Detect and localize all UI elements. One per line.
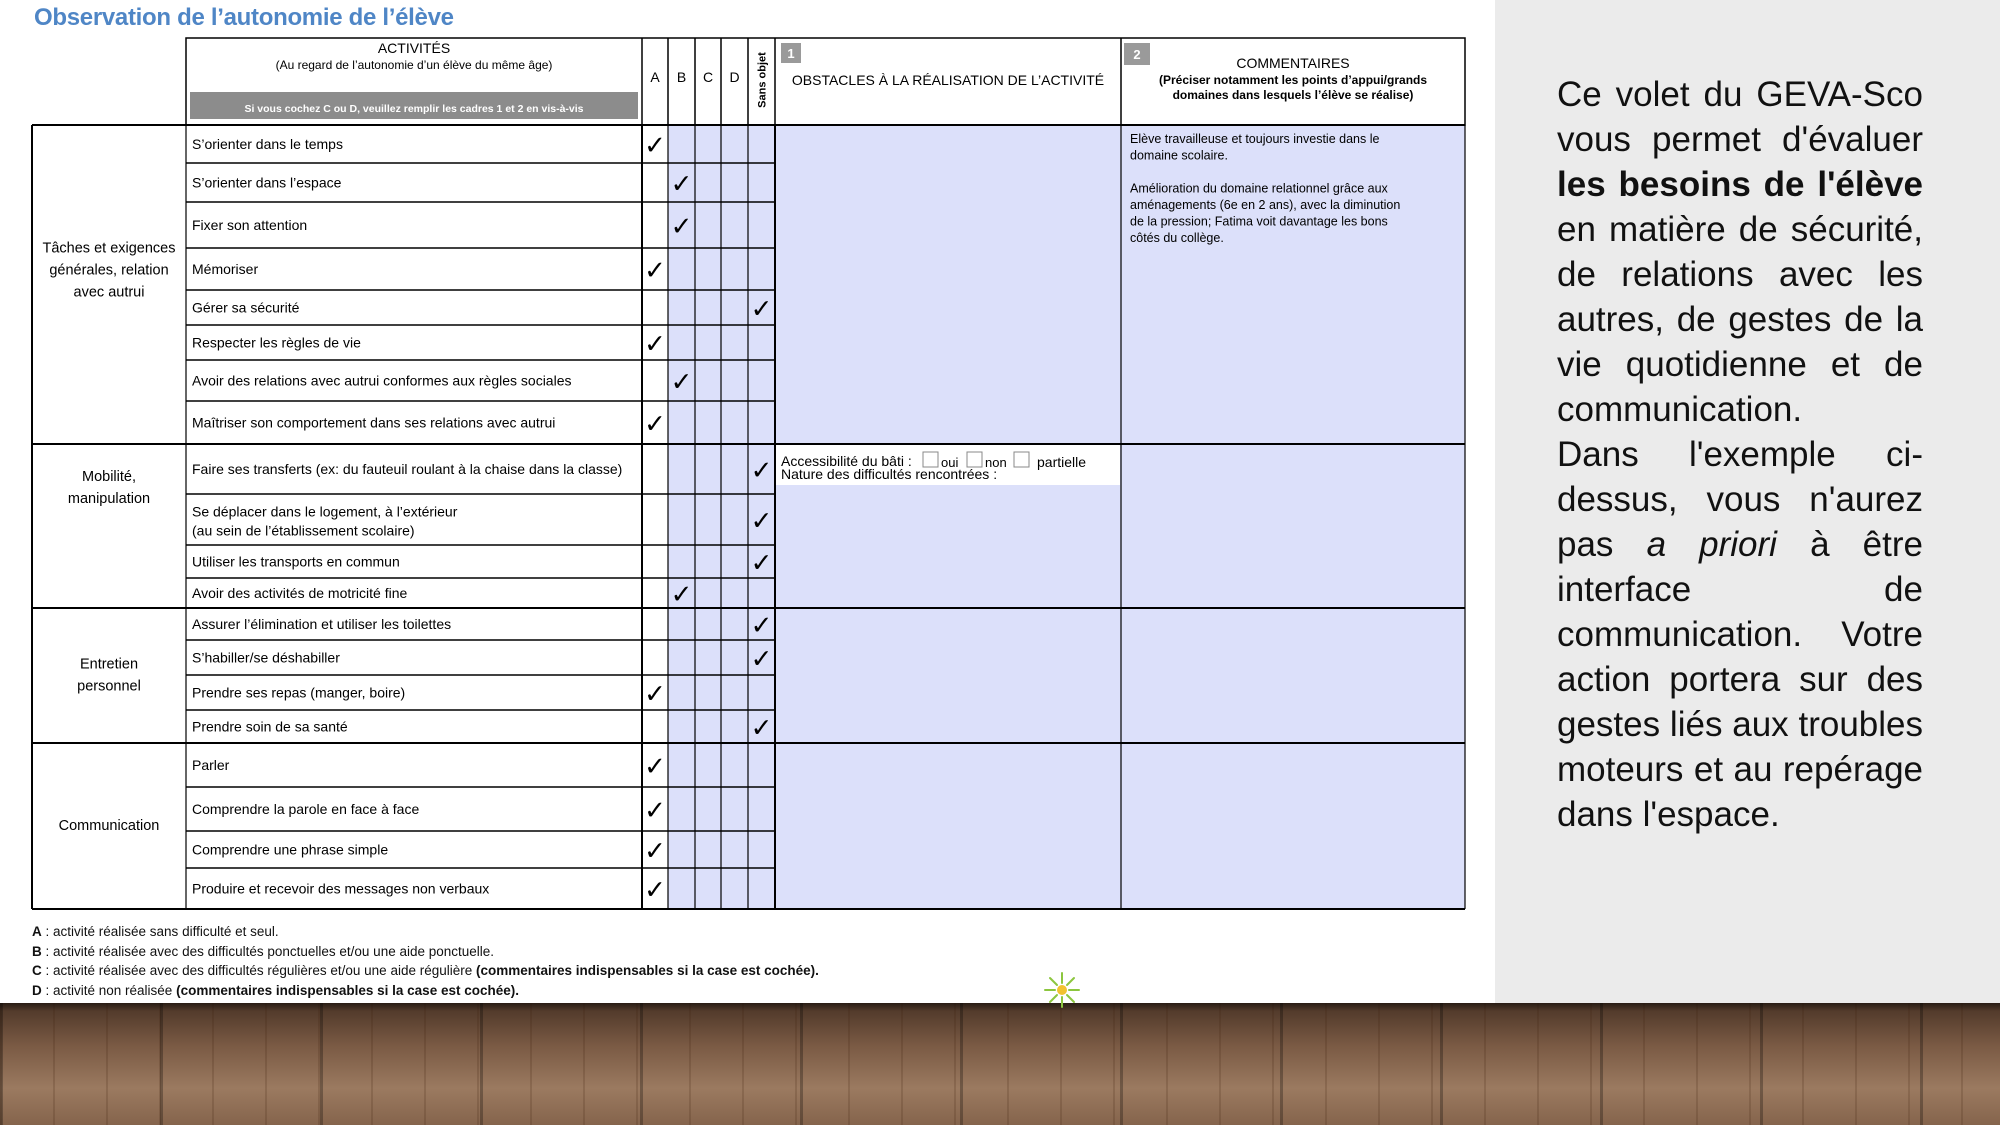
activity-label: Prendre ses repas (manger, boire) xyxy=(192,684,406,701)
legend-key: A xyxy=(32,924,42,939)
legend-row xyxy=(32,981,932,1001)
column-header-sans-objet: Sans objet xyxy=(756,52,769,108)
activity-label: Respecter les règles de vie xyxy=(192,334,361,351)
activity-label: Maîtriser son comportement dans ses relations avec autrui xyxy=(192,414,556,431)
comment-line: aménagements (6e en 2 ans), avec la diminution xyxy=(1130,198,1401,212)
explanation-paragraph-1: Ce volet du GEVA-Sco vous permet d'évaluer les besoins de l'élève en matière de sécurité, de relations avec les autres, de gestes de la vie quotidienne et de communication. xyxy=(1557,75,1923,429)
checkmark-icon: ✓ xyxy=(670,212,693,242)
checkmark-icon: ✓ xyxy=(644,409,666,440)
activity-label: Fixer son attention xyxy=(192,217,308,233)
checkmark-icon: ✓ xyxy=(670,169,693,200)
checkmark-icon: ✓ xyxy=(644,836,666,867)
checkmark-icon: ✓ xyxy=(750,611,773,641)
legend-row xyxy=(32,961,932,981)
oui-checkbox xyxy=(923,452,938,467)
checkmark-icon: ✓ xyxy=(644,256,666,286)
legend-note: (commentaires indispensables si la case est cochée). xyxy=(476,963,819,978)
activities-header: ACTIVITÉS xyxy=(377,40,451,56)
legend-row xyxy=(32,942,932,962)
box2-title: COMMENTAIRES xyxy=(1236,55,1350,71)
checkmark-icon: ✓ xyxy=(750,548,773,579)
activity-label: Prendre soin de sa santé xyxy=(192,718,348,735)
legend-text: : activité réalisée sans difficulté et seul. xyxy=(41,924,279,939)
wooden-floor-background xyxy=(0,1003,2000,1125)
legend xyxy=(32,922,932,1000)
comment-line: Amélioration du domaine relationnel grâce aux xyxy=(1130,181,1388,196)
legend-text: : activité réalisée avec des difficultés régulières et/ou une aide régulière xyxy=(41,963,476,978)
activity-label: Assurer l’élimination et utiliser les toilettes xyxy=(192,616,452,632)
activity-label-2: (au sein de l’établissement scolaire) xyxy=(192,522,415,539)
group-label: Entretien xyxy=(79,656,139,673)
checkmark-icon: ✓ xyxy=(644,329,666,360)
partielle-label: partielle xyxy=(1037,454,1087,470)
legend-key: B xyxy=(32,943,42,959)
activity-label: S’orienter dans le temps xyxy=(192,136,343,152)
group-label: personnel xyxy=(77,678,141,695)
checkmark-icon: ✓ xyxy=(750,713,773,744)
accessibility-label: Accessibilité du bâti : xyxy=(781,453,912,469)
activity-label: S’habiller/se déshabiller xyxy=(192,649,340,666)
column-header-c: C xyxy=(702,69,714,85)
comment-line: domaine scolaire. xyxy=(1130,148,1228,163)
legend-text: : activité réalisée avec des difficultés ponctuelles et/ou une aide ponctuelle. xyxy=(41,943,495,959)
activity-label: Comprendre la parole en face à face xyxy=(192,801,420,817)
group-label: générales, relation xyxy=(49,262,169,279)
nature-label: Nature des difficultés rencontrées : xyxy=(781,466,998,482)
group-label: manipulation xyxy=(67,491,151,507)
activity-label: Avoir des relations avec autrui conformes aux règles sociales xyxy=(192,372,572,389)
activity-label: Gérer sa sécurité xyxy=(192,299,300,316)
legend-row xyxy=(32,922,932,942)
checkmark-icon: ✓ xyxy=(644,752,666,782)
page-title: Observation de l’autonomie de l’élève xyxy=(34,4,454,31)
activity-label: Faire ses transferts (ex: du fauteuil roulant à la chaise dans la classe) xyxy=(192,461,623,477)
legend-note: (commentaires indispensables si la case est cochée). xyxy=(176,982,519,998)
checkmark-icon: ✓ xyxy=(644,679,666,710)
box2-subtitle-1: (Préciser notamment les points d’appui/grands xyxy=(1158,73,1428,87)
comment-line: côtés du collège. xyxy=(1130,231,1224,245)
sun-logo-icon xyxy=(1042,970,1082,1010)
comment-line: de la pression; Fatima voit davantage les bons xyxy=(1130,214,1388,229)
checkmark-icon: ✓ xyxy=(670,580,693,610)
banner-text: Si vous cochez C ou D, veuillez remplir les cadres 1 et 2 en vis-à-vis xyxy=(244,103,584,115)
checkmark-icon: ✓ xyxy=(670,367,693,398)
floor-shadow xyxy=(0,1003,2000,1011)
explanation-text xyxy=(1557,72,1923,837)
non-label: non xyxy=(985,455,1007,470)
checkmark-icon: ✓ xyxy=(644,131,666,161)
checkmark-icon: ✓ xyxy=(750,506,773,537)
checkmark-icon: ✓ xyxy=(750,294,773,325)
box2-number: 2 xyxy=(1133,47,1141,62)
group-label: Tâches et exigences xyxy=(42,240,176,257)
legend-key: D xyxy=(32,982,42,998)
activity-label: Parler xyxy=(192,757,230,773)
activity-label: S’orienter dans l’espace xyxy=(192,174,342,191)
checkmark-icon: ✓ xyxy=(644,796,666,826)
activity-label: Comprendre une phrase simple xyxy=(192,841,389,858)
checkmark-icon: ✓ xyxy=(750,456,773,486)
group-label: avec autrui xyxy=(73,284,145,301)
legend-key: C xyxy=(32,963,42,978)
non-checkbox xyxy=(967,452,982,467)
box1-title: OBSTACLES À LA RÉALISATION DE L’ACTIVITÉ xyxy=(791,72,1105,88)
checkbox-area-fill xyxy=(668,125,1121,909)
activity-label: Mémoriser xyxy=(192,261,259,277)
checkmark-icon: ✓ xyxy=(644,875,666,906)
box1-number: 1 xyxy=(787,46,795,61)
explanation-paragraph-2: Dans l'exemple ci-dessus, vous n'aurez pas a priori à être interface de communication. Votre action portera sur des gestes liés aux troubles moteurs et au repérage dans l'espace. xyxy=(1557,435,1923,834)
legend-text: : activité non réalisée xyxy=(41,982,177,998)
column-header-b: B xyxy=(676,69,687,85)
activities-subheader: (Au regard de l’autonomie d’un élève du même âge) xyxy=(275,58,553,72)
comment-line: Elève travailleuse et toujours investie dans le xyxy=(1130,132,1380,146)
activity-label: Produire et recevoir des messages non verbaux xyxy=(192,880,490,897)
activity-label: Avoir des activités de motricité fine xyxy=(192,585,408,601)
partielle-checkbox xyxy=(1014,452,1029,467)
column-header-d: D xyxy=(729,69,740,85)
checkmark-icon: ✓ xyxy=(750,644,773,675)
group-label: Communication xyxy=(58,818,160,834)
group-label: Mobilité, xyxy=(82,469,136,485)
column-header-a: A xyxy=(650,69,660,85)
activity-label: Utiliser les transports en commun xyxy=(192,553,400,570)
oui-label: oui xyxy=(941,455,959,470)
activity-label: Se déplacer dans le logement, à l’extérieur xyxy=(192,503,458,520)
box2-subtitle-2: domaines dans lesquels l’élève se réalise) xyxy=(1172,88,1414,102)
